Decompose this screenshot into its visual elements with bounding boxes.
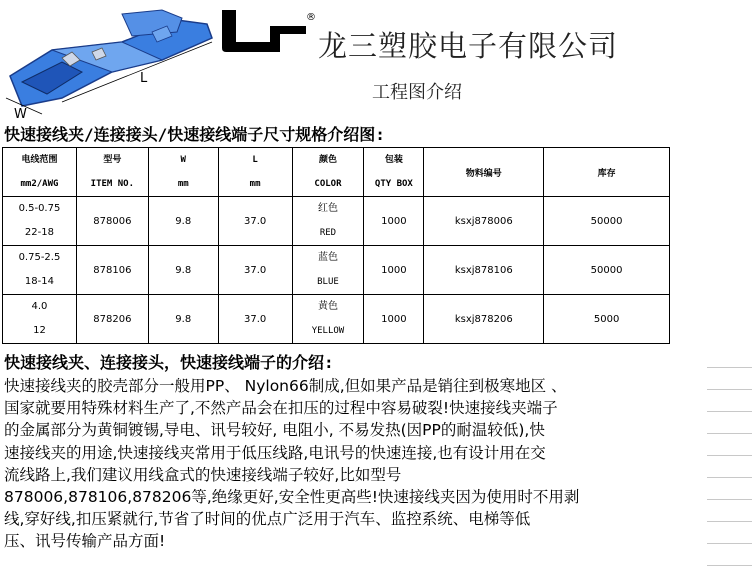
intro-line: 线,穿好线,扣压紧就行,节省了时间的优点广泛用于汽车、监控系统、电梯等低	[4, 510, 531, 529]
product-drawing	[2, 2, 227, 122]
cell-color: 蓝色 BLUE	[292, 246, 364, 295]
table-row	[3, 197, 670, 246]
cell-item: 878106	[76, 246, 148, 295]
header-wire-range: 电线范围 mm2/AWG	[3, 148, 77, 197]
company-logo	[218, 8, 314, 56]
page-subtitle: 工程图介绍	[372, 82, 462, 103]
registered-mark: ®	[306, 12, 316, 23]
table-header-row	[3, 148, 670, 197]
table-row	[3, 295, 670, 344]
cell-w: 9.8	[148, 197, 218, 246]
dimension-l-label: L	[140, 71, 148, 86]
cell-code: ksxj878206	[424, 295, 544, 344]
intro-line: 的金属部分为黄铜镀锡,导电、讯号较好, 电阻小, 不易发热(因PP的耐温较低),快	[4, 421, 545, 440]
cell-range: 0.5-0.75 22-18	[3, 197, 77, 246]
cell-qty: 1000	[364, 246, 424, 295]
intro-line: 流线路上,我们建议用线盒式的快速接线端子较好,比如型号	[4, 465, 402, 484]
spec-section-title: 快速接线夹/连接接头/快速接线端子尺寸规格介绍图:	[4, 125, 385, 144]
cell-w: 9.8	[148, 246, 218, 295]
header-stock: 库存	[544, 148, 670, 197]
spec-table	[2, 147, 670, 344]
margin-rule-lines	[707, 365, 752, 572]
cell-code: ksxj878006	[424, 197, 544, 246]
intro-line: 快速接线夹的胶壳部分一般用PP、 Nylon66制成,但如果产品是销往到极寒地区 、	[4, 377, 567, 395]
header-item-no: 型号 ITEM NO.	[76, 148, 148, 197]
company-name: 龙三塑胶电子有限公司	[318, 29, 619, 63]
page-header	[0, 0, 752, 122]
cell-item: 878206	[76, 295, 148, 344]
connector-illustration	[10, 10, 212, 106]
cell-qty: 1000	[364, 295, 424, 344]
cell-l: 37.0	[218, 295, 292, 344]
cell-l: 37.0	[218, 246, 292, 295]
header-qty: 包装 QTY BOX	[364, 148, 424, 197]
header-material-code: 物料编号	[424, 148, 544, 197]
intro-line: 压、讯号传输产品方面!	[4, 532, 166, 551]
header-w: W mm	[148, 148, 218, 197]
cell-code: ksxj878106	[424, 246, 544, 295]
intro-line: 878006,878106,878206等,绝缘更好,安全性更高些!快速接线夹因为使用时不用剥	[4, 488, 580, 507]
intro-section-title: 快速接线夹、连接接头，快速接线端子的介绍:	[4, 353, 334, 372]
intro-line: 国家就要用特殊材料生产了,不然产品会在扣压的过程中容易破裂!快速接线夹端子	[4, 399, 558, 418]
dimension-w-label: W	[14, 107, 27, 122]
cell-l: 37.0	[218, 197, 292, 246]
cell-stock: 50000	[544, 246, 670, 295]
cell-item: 878006	[76, 197, 148, 246]
table-row	[3, 246, 670, 295]
header-color: 颜色 COLOR	[292, 148, 364, 197]
cell-range: 4.0 12	[3, 295, 77, 344]
cell-stock: 50000	[544, 197, 670, 246]
cell-color: 黄色 YELLOW	[292, 295, 364, 344]
cell-w: 9.8	[148, 295, 218, 344]
cell-color: 红色 RED	[292, 197, 364, 246]
header-l: L mm	[218, 148, 292, 197]
cell-range: 0.75-2.5 18-14	[3, 246, 77, 295]
cell-stock: 5000	[544, 295, 670, 344]
intro-line: 速接线夹的用途,快速接线夹常用于低压线路,电讯号的快速连接,也有设计用在交	[4, 443, 546, 462]
cell-qty: 1000	[364, 197, 424, 246]
intro-paragraph	[4, 375, 694, 553]
